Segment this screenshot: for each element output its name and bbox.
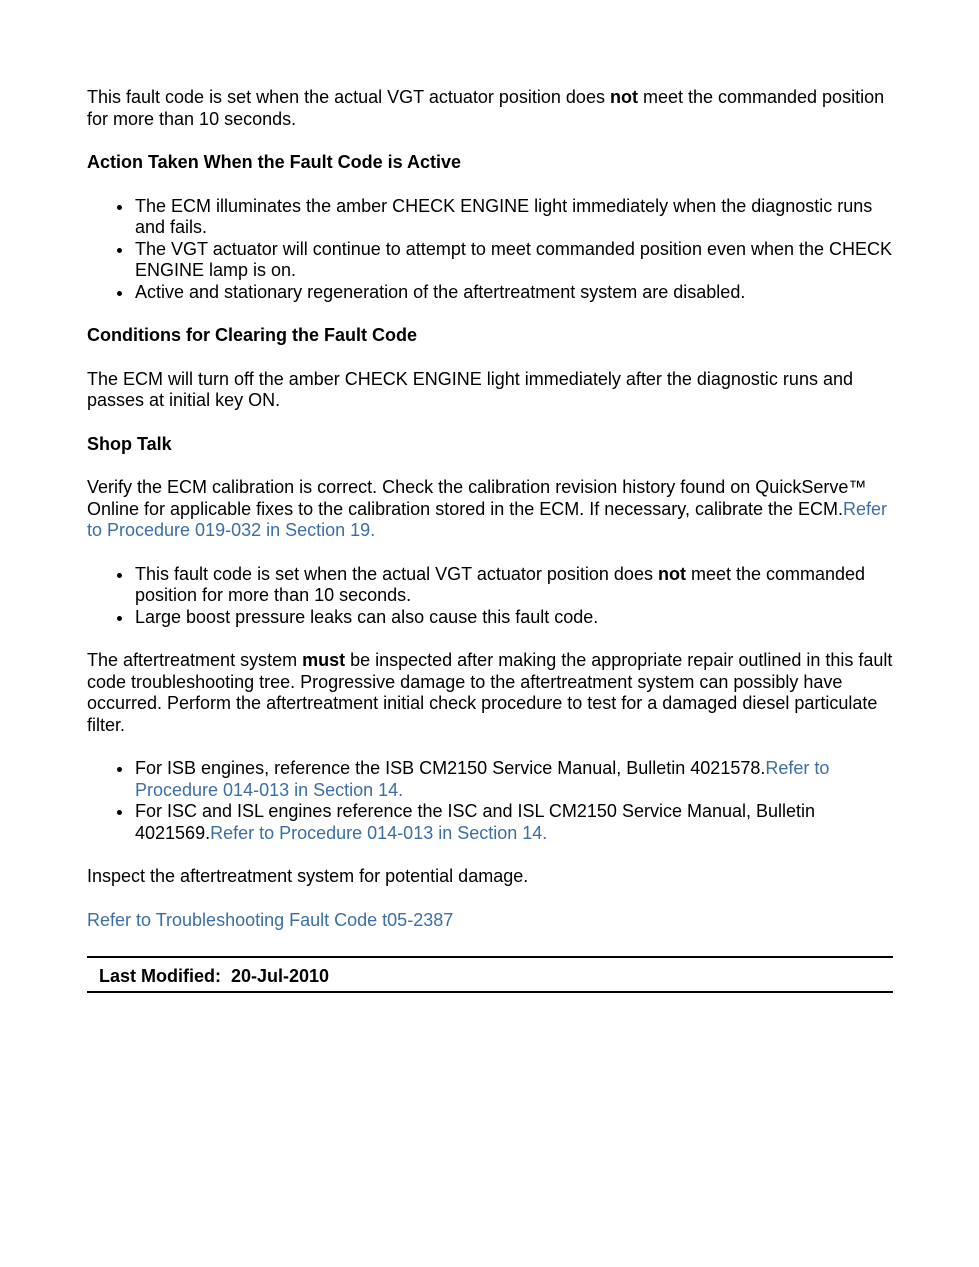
procedure-019-032-link[interactable]: Refer to Procedure 019-032 in Section 19. xyxy=(87,498,888,540)
clearing-heading: Conditions for Clearing the Fault Code xyxy=(87,325,417,345)
list-item: Large boost pressure leaks can also cause this fault code. xyxy=(135,607,893,629)
aftertreatment-paragraph xyxy=(87,650,893,736)
list-item: Active and stationary regeneration of the aftertreatment system are disabled. xyxy=(135,282,893,304)
inspect-paragraph: Inspect the aftertreatment system for potential damage. xyxy=(87,866,529,886)
last-modified-label: Last Modified: 20-Jul-2010 xyxy=(99,966,330,986)
list-item: The VGT actuator will continue to attempt to meet commanded position even when the CHECK ENGINE lamp is on. xyxy=(135,238,893,280)
procedure-014-013-link[interactable]: Refer to Procedure 014-013 in Section 14. xyxy=(210,822,548,843)
action-list xyxy=(87,196,893,304)
intro-text: This fault code is set when the actual VGT actuator position does xyxy=(87,87,610,107)
shop-talk-text: Verify the ECM calibration is correct. Check the calibration revision history found on QuickServe™ Online for applicable fixes to the calibration stored in the ECM. If necessary, calibrate the ECM. xyxy=(87,477,867,519)
action-heading: Action Taken When the Fault Code is Active xyxy=(87,152,462,172)
shop-talk-paragraph xyxy=(87,477,893,542)
list-item-text: For ISB engines, reference the ISB CM2150 Service Manual, Bulletin 4021578. xyxy=(135,758,766,778)
list-item: The ECM illuminates the amber CHECK ENGINE light immediately when the diagnostic runs and fails. xyxy=(135,196,893,239)
troubleshooting-fault-code-link[interactable]: Refer to Troubleshooting Fault Code t05-2387 xyxy=(87,909,454,930)
list-item-text: This fault code is set when the actual VGT actuator position does xyxy=(135,563,658,584)
procedure-014-013-link[interactable]: Refer to Procedure 014-013 in Section 14. xyxy=(135,758,830,800)
intro-text-end: meet the commanded position for more than 10 seconds. xyxy=(87,87,885,129)
intro-emphasis: not xyxy=(609,87,638,107)
aftertreatment-emphasis: must xyxy=(302,650,346,670)
list-item xyxy=(135,564,893,607)
list-item xyxy=(135,801,893,844)
clearing-paragraph: The ECM will turn off the amber CHECK ENGINE light immediately after the diagnostic runs and passes at initial key ON. xyxy=(87,368,853,410)
list-item-text: For ISC and ISL engines reference the ISC and ISL CM2150 Service Manual, Bulletin 4021569. xyxy=(135,801,816,843)
list-item-text-end: meet the commanded position for more than 10 seconds. xyxy=(135,563,866,605)
troubleshooting-paragraph xyxy=(87,910,893,932)
shop-talk-heading: Shop Talk xyxy=(87,433,172,454)
document-body xyxy=(87,87,893,953)
list-item xyxy=(135,758,893,801)
footer-bar xyxy=(87,956,893,993)
aftertreatment-text: The aftertreatment system xyxy=(87,650,303,670)
shop-talk-list xyxy=(87,564,893,629)
intro-paragraph xyxy=(87,87,893,130)
list-item-emphasis: not xyxy=(657,563,686,584)
aftertreatment-text-end: be inspected after making the appropriate repair outlined in this fault code troubleshooting tree. Progressive damage to the aftertreatment system can possibly have occurred. Perform the aftertreatment initial check procedure to test for a damaged diesel particulate filter. xyxy=(87,650,893,735)
aftertreatment-list xyxy=(87,758,893,844)
